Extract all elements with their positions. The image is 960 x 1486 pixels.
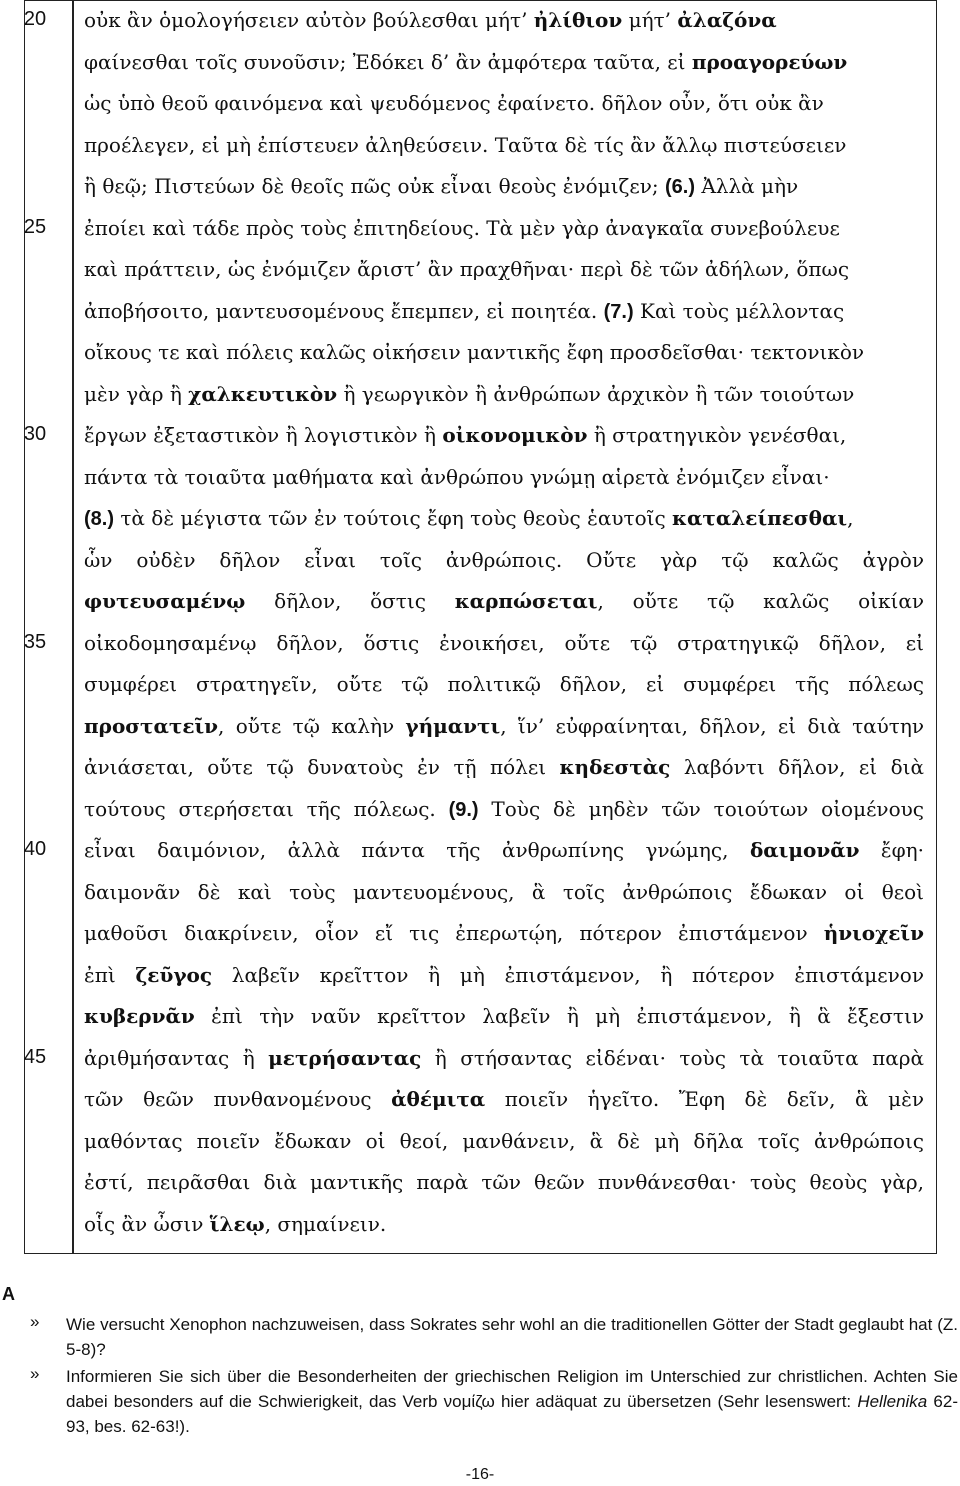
task-text: Informieren Sie sich über die Besonderheiten der griechischen Religion im Unterschied zur christlichen. Achten Sie dabei besonders auf die Schwierigkeit, das Verb νομίζω hier adäquat zu übersetzen (Sehr lesenswert: Hellenika 62-93, bes. 62-63!).	[66, 1367, 958, 1436]
line-number: 30	[23, 423, 47, 445]
greek-line: ὧν οὐδὲν δῆλον εἶναι τοῖς ἀνθρώποις. Οὔτε γὰρ τῷ καλῶς ἀγρὸν	[84, 547, 924, 572]
greek-line: οἰκοδομησαμένῳ δῆλον, ὅστις ἐνοικήσει, οὔτε τῷ στρατηγικῷ δῆλον, εἰ	[84, 630, 924, 655]
line-number: 40	[23, 838, 47, 860]
greek-line: ἀνιάσεται, οὔτε τῷ δυνατοὺς ἐν τῇ πόλει κηδεστὰς λαβόντι δῆλον, εἰ διὰ	[84, 755, 924, 779]
greek-text	[84, 0, 924, 1245]
greek-line: φαίνεσθαι τοῖς συνοῦσιν; Ἐδόκει δ’ ἂν ἀμφότερα ταῦτα, εἰ προαγορεύων	[84, 49, 848, 74]
greek-line: ἀποβήσοιτο, μαντευσομένους ἔπεμπεν, εἰ ποιητέα. (7.) Καὶ τοὺς μέλλοντας	[84, 298, 845, 323]
page-number: -16-	[465, 1466, 495, 1483]
greek-line: ἔργων ἐξεταστικὸν ἢ λογιστικὸν ἢ οἰκονομικὸν ἢ στρατηγικὸν γενέσθαι,	[84, 423, 847, 447]
greek-line: φυτευσαμένῳ δῆλον, ὅστις καρπώσεται, οὔτε τῷ καλῶς οἰκίαν	[84, 589, 924, 613]
greek-line: μαθοῦσι διακρίνειν, οἷον εἴ τις ἐπερωτῴη, πότερον ἐπιστάμενον ἡνιοχεῖν	[84, 921, 924, 945]
line-number: 35	[23, 630, 47, 653]
greek-line: ἐπὶ ζεῦγος λαβεῖν κρεῖττον ἢ μὴ ἐπιστάμενον, ἢ πότερον ἐπιστάμενον	[84, 962, 924, 987]
greek-line: προστατεῖν, οὔτε τῷ καλὴν γήμαντι, ἵν’ εὐφραίνηται, δῆλον, εἰ διὰ ταύτην	[84, 713, 924, 738]
greek-line: μὲν γὰρ ἢ χαλκευτικὸν ἢ γεωργικὸν ἢ ἀνθρώπων ἀρχικὸν ἢ τῶν τοιούτων	[84, 381, 855, 406]
greek-line: κυβερνᾶν ἐπὶ τὴν ναῦν κρεῖττον λαβεῖν ἢ μὴ ἐπιστάμενον, ἢ ἃ ἔξεστιν	[84, 1004, 924, 1028]
greek-line: εἶναι δαιμόνιον, ἀλλὰ πάντα τῆς ἀνθρωπίνης γνώμης, δαιμονᾶν ἔφη·	[84, 838, 924, 862]
greek-line: συμφέρει στρατηγεῖν, οὔτε τῷ πολιτικῷ δῆλον, εἰ συμφέρει τῆς πόλεως	[84, 672, 924, 696]
greek-line: καὶ πράττειν, ὡς ἐνόμιζεν ἄριστ’ ἂν πραχθῆναι· περὶ δὲ τῶν ἀδήλων, ὅπως	[84, 257, 850, 281]
greek-line: ἀριθμήσαντας ἢ μετρήσαντας ἢ στήσαντας εἰδέναι· τοὺς τὰ τοιαῦτα παρὰ	[84, 1045, 924, 1070]
greek-line: ὡς ὑπὸ θεοῦ φαινόμενα καὶ ψευδόμενος ἐφαίνετο. δῆλον οὖν, ὅτι οὐκ ἂν	[84, 91, 824, 115]
greek-line: ἐποίει καὶ τάδε πρὸς τοὺς ἐπιτηδείους. Τὰ μὲν γὰρ ἀναγκαῖα συνεβούλευε	[84, 215, 840, 240]
greek-line: τούτους στερήσεται τῆς πόλεως. (9.) Τοὺς δὲ μηδὲν τῶν τοιούτων οἰομένους	[84, 796, 924, 821]
line-number: 20	[23, 8, 47, 30]
bullet-icon: »	[30, 1312, 40, 1331]
greek-line: οἷς ἂν ὦσιν ἵλεῳ, σημαίνειν.	[84, 1211, 387, 1236]
greek-line: (8.) τὰ δὲ μέγιστα τῶν ἐν τούτοις ἔφη τοὺς θεοὺς ἑαυτοῖς καταλείπεσθαι,	[84, 506, 854, 530]
greek-line: πάντα τὰ τοιαῦτα μαθήματα καὶ ἀνθρώπου γνώμῃ αἱρετὰ ἐνόμιζεν εἶναι·	[84, 464, 830, 489]
greek-line: τῶν θεῶν πυνθανομένους ἀθέμιτα ποιεῖν ἡγεῖτο. Ἔφη δὲ δεῖν, ἃ μὲν	[84, 1087, 924, 1111]
line-number: 45	[23, 1045, 47, 1068]
line-number: 25	[23, 215, 47, 238]
greek-line: οὐκ ἂν ὁμολογήσειεν αὐτὸν βούλεσθαι μήτ’ ἠλίθιον μήτ’ ἀλαζόνα	[84, 8, 777, 32]
task-text: Wie versucht Xenophon nachzuweisen, dass Sokrates sehr wohl an die traditionellen Götter der Stadt geglaubt hat (Z. 5-8)?	[66, 1315, 958, 1359]
greek-line: οἴκους τε καὶ πόλεις καλῶς οἰκήσειν μαντικῆς ἔφη προσδεῖσθαι· τεκτονικὸν	[84, 340, 865, 364]
greek-line: ἐστί, πειρᾶσθαι διὰ μαντικῆς παρὰ τῶν θεῶν πυνθάνεσθαι· τοὺς θεοὺς γὰρ,	[84, 1170, 924, 1194]
greek-line: δαιμονᾶν δὲ καὶ τοὺς μαντευομένους, ἃ τοῖς ἀνθρώποις ἔδωκαν οἱ θεοὶ	[84, 879, 924, 904]
line-number-divider	[72, 0, 74, 1254]
bullet-icon: »	[30, 1364, 40, 1383]
section-label: A	[2, 1284, 15, 1304]
greek-line: ἢ θεῷ; Πιστεύων δὲ θεοῖς πῶς οὐκ εἶναι θεοὺς ἐνόμιζεν; (6.) Ἀλλὰ μὴν	[84, 174, 799, 198]
greek-line: προέλεγεν, εἰ μὴ ἐπίστευεν ἀληθεύσειν. Ταῦτα δὲ τίς ἂν ἄλλῳ πιστεύσειεν	[84, 132, 847, 157]
greek-line: μαθόντας ποιεῖν ἔδωκαν οἱ θεοί, μανθάνειν, ἃ δὲ μὴ δῆλα τοῖς ἀνθρώποις	[84, 1128, 924, 1153]
